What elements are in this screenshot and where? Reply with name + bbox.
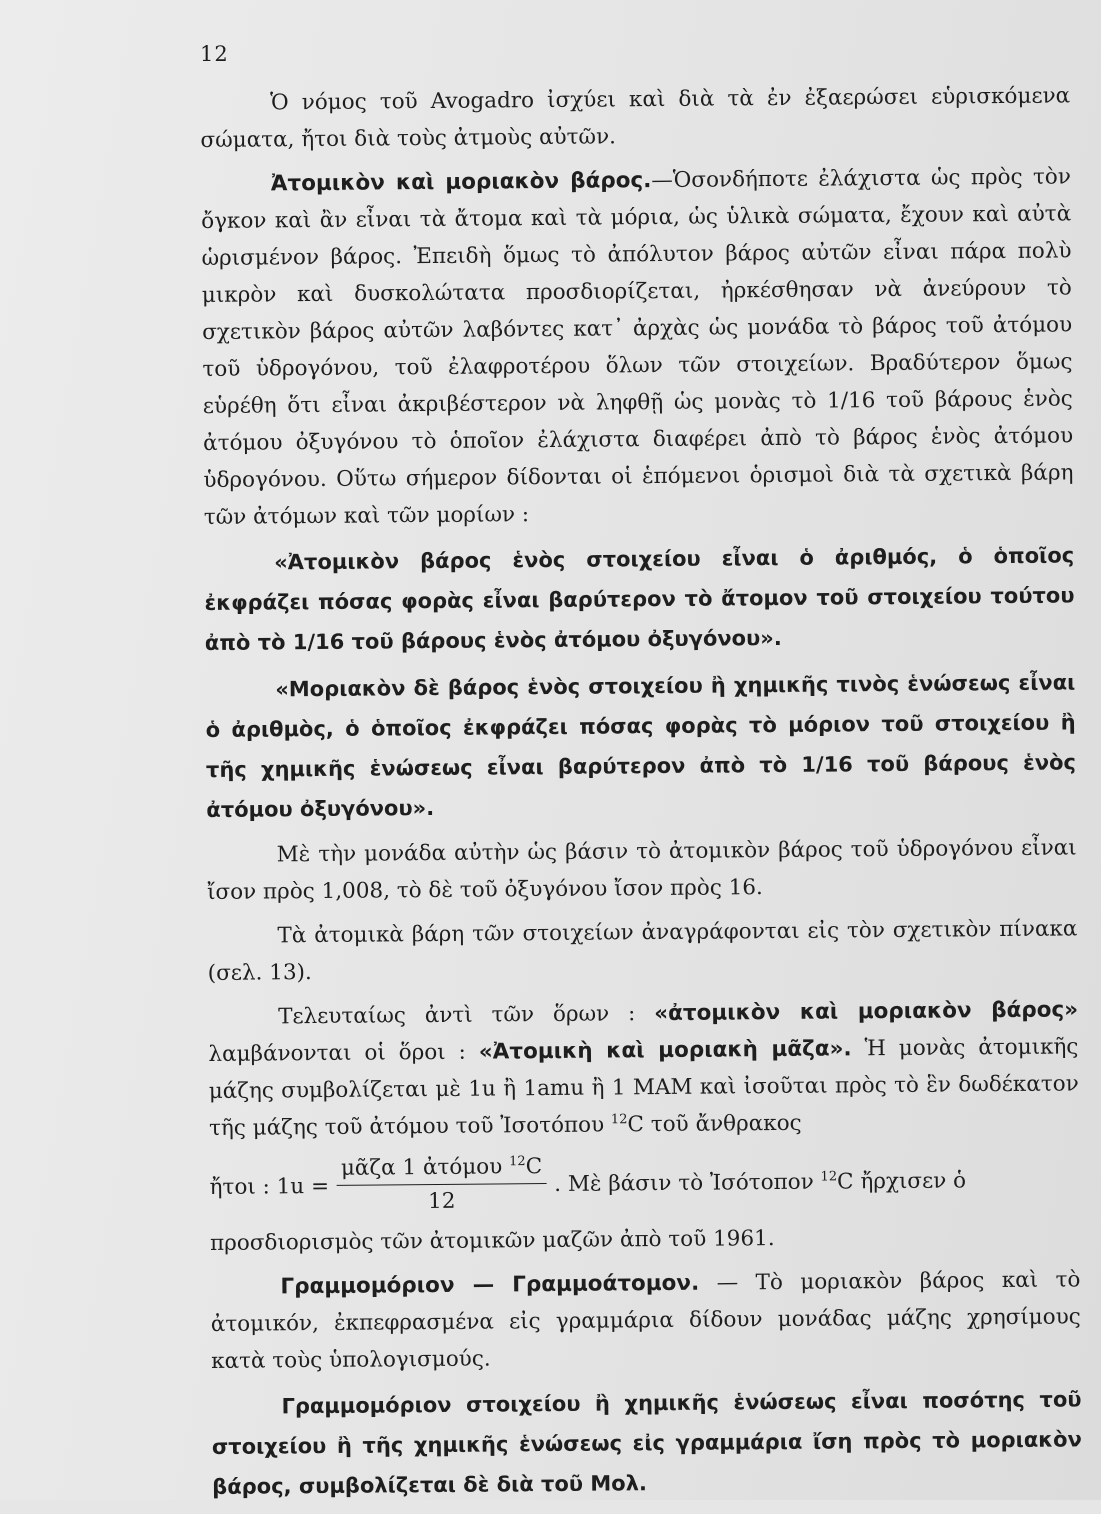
page-number: 12 bbox=[200, 42, 229, 66]
text-run: Τελευταίως ἀντὶ τῶν ὅρων : bbox=[278, 1001, 655, 1030]
paragraph-hydrogen-oxygen: Μὲ τὴν μονάδα αὐτὴν ὡς βάσιν τὸ ἀτομικὸν βάρος τοῦ ὑδρογόνου εἶναι ἴσον πρὸς 1,008, τὸ δὲ τοῦ ὀξυγόνου ἴσον πρὸς 16. bbox=[206, 835, 1077, 905]
section-heading-atomic-weight: Ἀτομικὸν καὶ μοριακὸν βάρος. bbox=[270, 168, 652, 197]
paragraph-table-ref: Τὰ ἀτομικὰ βάρη τῶν στοιχείων ἀναγράφονται εἰς τὸν σχετικὸν πίνακα (σελ. 13). bbox=[207, 916, 1078, 986]
formula-numerator-tail: C bbox=[525, 1154, 543, 1180]
paragraph-1961: προσδιορισμὸς τῶν ἀτομικῶν μαζῶν ἀπὸ τοῦ 1961. bbox=[210, 1226, 775, 1256]
formula-suffix bbox=[554, 1162, 966, 1203]
text-run: C τοῦ ἄνθρακος bbox=[627, 1110, 802, 1138]
formula-suffix-text: . Μὲ βάσιν τὸ Ἰσότοπον bbox=[554, 1169, 821, 1197]
paragraph-atomic-weight bbox=[201, 158, 1074, 536]
page-body bbox=[200, 77, 1082, 1514]
formula-numerator-text: μᾶζα 1 ἀτόμου bbox=[340, 1154, 510, 1181]
isotope-superscript: 12 bbox=[610, 1112, 628, 1128]
formula-suffix-tail: C ἤρχισεν ὁ bbox=[837, 1168, 967, 1195]
bold-term-mass: «Ἀτομικὴ καὶ μοριακὴ μᾶζα». bbox=[478, 1036, 852, 1065]
definition-molecular-weight: «Μοριακὸν δὲ βάρος ἑνὸς στοιχείου ἢ χημικῆς τινὸς ἑνώσεως εἶναι ὁ ἀριθμὸς, ὁ ὁποῖος ἐκφράζει πόσας φορὰς τὸ μόριον τοῦ στοιχείου ἢ τῆς χημικῆς ἑνώσεως εἶναι βαρύτερον ἀπὸ τὸ 1/16 τοῦ βάρους ἑνὸς ἀτόμου ὀξυγόνου». bbox=[205, 670, 1077, 822]
paragraph-avogadro: Ὁ νόμος τοῦ Avogadro ἰσχύει καὶ διὰ τὰ ἐν ἐξαερώσει εὑρισκόμενα σώματα, ἤτοι διὰ τοὺς ἀτμοὺς αὐτῶν. bbox=[200, 83, 1071, 153]
paragraph-gram-molecule bbox=[210, 1261, 1081, 1380]
text-run: Ἡ μονὰς ἀτομικῆς μάζης συμβολίζεται μὲ 1u ἢ 1amu ἢ 1 MAM καὶ ἰσοῦται πρὸς τὸ ἓν δωδέκατον τῆς μάζης τοῦ ἀτόμου τοῦ Ἰσοτόπου bbox=[208, 1034, 1079, 1141]
paragraph-atomic-weight-text: —Ὁσονδήποτε ἐλάχιστα ὡς πρὸς τὸν ὄγκον καὶ ἂν εἶναι τὰ ἄτομα καὶ τὰ μόρια, ὡς ὑλικὰ σώματα, ἔχουν καὶ αὐτὰ ὡρισμένον βάρος. Ἐπειδὴ ὅμως τὸ ἀπόλυτον βάρος αὐτῶν εἶναι πάρα πολὺ μικρὸν καὶ δυσκολώτατα προσδιορίζεται, ἠρκέσθησαν νὰ ἀνεύρουν τὸ σχετικὸν βάρος αὐτῶν λαβόντες κατ᾽ ἀρχὰς ὡς μονάδα τὸ βάρος τοῦ ἀτόμου τοῦ ὑδρογόνου, τοῦ ἐλαφροτέρου ὅλων τῶν στοιχείων. Βραδύτερον ὅμως εὑρέθη ὅτι εἶναι ἀκριβέστερον νὰ ληφθῇ ὡς μονὰς τὸ 1/16 τοῦ βάρους ἑνὸς ἀτόμου ὀξυγόνου τὸ ὁποῖον ἐλάχιστα διαφέρει ἀπὸ τὸ βάρος ἑνὸς ἀτόμου ὑδρογόνου. Οὕτω σήμερον δίδονται οἱ ἑπόμενοι ὁρισμοὶ διὰ τὰ σχετικὰ βάρη τῶν ἀτόμων καὶ τῶν μορίων : bbox=[201, 164, 1074, 530]
amu-formula bbox=[209, 1146, 1080, 1221]
formula-denominator: 12 bbox=[428, 1188, 456, 1215]
paragraph-gram-molecule-text: — Τὸ μοριακὸν βάρος καὶ τὸ ἀτομικόν, ἐκπεφρασμένα εἰς γραμμάρια δίδουν μονάδας μάζης χρησίμους κατὰ τοὺς ὑπολογισμούς. bbox=[210, 1267, 1081, 1374]
formula-suffix-sup: 12 bbox=[820, 1169, 838, 1185]
section-heading-gram-molecule: Γραμμομόριον — Γραμμοάτομον. bbox=[280, 1270, 700, 1300]
bold-term-weight: «ἀτομικὸν καὶ μοριακὸν βάρος» bbox=[654, 997, 1079, 1027]
text-run: λαμβάνονται οἱ ὅροι : bbox=[208, 1039, 479, 1067]
formula-fraction bbox=[337, 1151, 547, 1220]
formula-numerator-sup: 12 bbox=[508, 1154, 526, 1170]
definition-mole: Γραμμομόριον στοιχείου ἢ χημικῆς ἑνώσεως εἶναι ποσότης τοῦ στοιχείου ἢ τῆς χημικῆς ἑνώσεως εἰς γραμμάρια ἴση πρὸς τὸ μοριακὸν βάρος, συμβολίζεται δὲ διὰ τοῦ Μολ. bbox=[211, 1387, 1082, 1499]
paragraph-atomic-mass bbox=[208, 991, 1079, 1147]
formula-numerator bbox=[337, 1151, 546, 1186]
formula-prefix: ἤτοι : 1u = bbox=[209, 1173, 330, 1200]
definition-atomic-weight: «Ἀτομικὸν βάρος ἑνὸς στοιχείου εἶναι ὁ ἀριθμός, ὁ ὁποῖος ἐκφράζει πόσας φορὰς εἶναι βαρύτερον τὸ ἄτομον τοῦ στοιχείου τούτου ἀπὸ τὸ 1/16 τοῦ βάρους ἑνὸς ἀτόμου ὀξυγόνου». bbox=[204, 543, 1075, 655]
